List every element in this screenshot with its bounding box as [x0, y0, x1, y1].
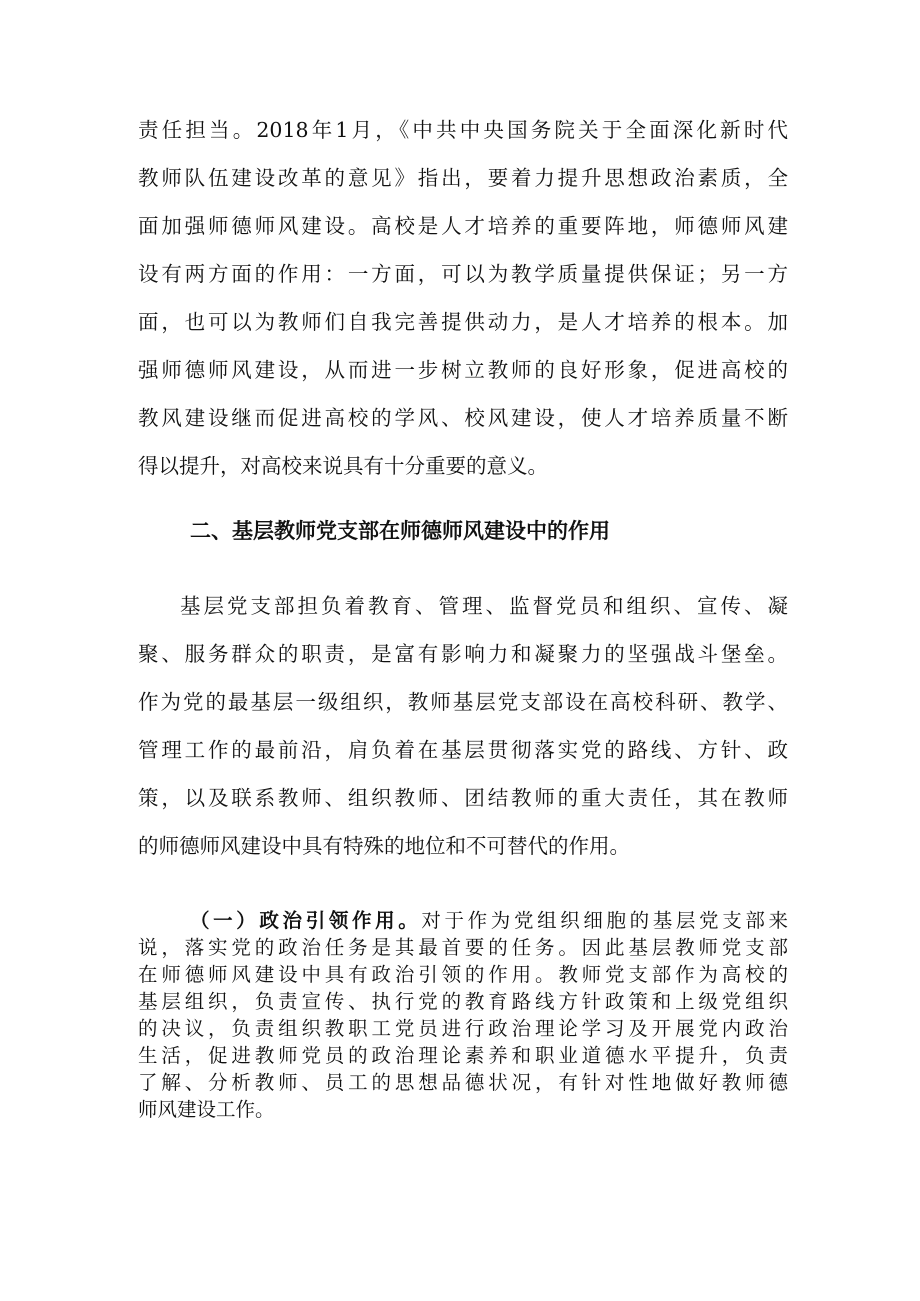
paragraph-line: 在师德师风建设中具有政治引领的作用。教师党支部作为高校的 [138, 963, 788, 986]
paragraph-line: 聚、服务群众的职责，是富有影响力和凝聚力的坚强战斗堡垒。 [138, 642, 788, 666]
paragraph-line: 得以提升，对高校来说具有十分重要的意义。 [138, 454, 548, 478]
paragraph-line: 的师德师风建设中具有特殊的地位和不可替代的作用。 [138, 834, 630, 858]
paragraph-line: 面加强师德师风建设。高校是人才培养的重要阵地，师德师风建 [138, 214, 788, 238]
paragraph-line: 说，落实党的政治任务是其最首要的任务。因此基层教师党支部 [138, 936, 788, 959]
paragraph-line: 强师德师风建设，从而进一步树立教师的良好形象，促进高校的 [138, 358, 788, 382]
paragraph-line: 师风建设工作。 [138, 1098, 275, 1121]
paragraph-line: 教风建设继而促进高校的学风、校风建设，使人才培养质量不断 [138, 406, 788, 430]
paragraph-line: 基层党支部担负着教育、管理、监督党员和组织、宣传、凝 [180, 594, 788, 618]
subsection-lead: （一）政治引领作用。 [190, 909, 422, 932]
section-heading: 二、基层教师党支部在师德师风建设中的作用 [190, 519, 610, 543]
paragraph-line: 管理工作的最前沿，肩负着在基层贯彻落实党的路线、方针、政 [138, 738, 788, 762]
paragraph-first-line [190, 910, 788, 932]
paragraph-line: 基层组织，负责宣传、执行党的教育路线方针政策和上级党组织 [138, 990, 788, 1013]
paragraph-line-rest: 对于作为党组织细胞的基层党支部来 [421, 909, 788, 932]
paragraph-line: 策，以及联系教师、组织教师、团结教师的重大责任，其在教师 [138, 786, 788, 810]
paragraph-line: 责任担当。2018年1月，《中共中央国务院关于全面深化新时代 [138, 118, 788, 142]
paragraph-line: 生活，促进教师党员的政治理论素养和职业道德水平提升，负责 [138, 1044, 788, 1067]
paragraph-line: 教师队伍建设改革的意见》指出，要着力提升思想政治素质，全 [138, 166, 788, 190]
paragraph-line: 作为党的最基层一级组织，教师基层党支部设在高校科研、教学、 [138, 690, 788, 714]
paragraph-line: 了解、分析教师、员工的思想品德状况，有针对性地做好教师德 [138, 1071, 788, 1094]
paragraph-line: 设有两方面的作用：一方面，可以为教学质量提供保证；另一方 [138, 262, 788, 286]
paragraph-line: 的决议，负责组织教职工党员进行政治理论学习及开展党内政治 [138, 1017, 788, 1040]
paragraph-line: 面，也可以为教师们自我完善提供动力，是人才培养的根本。加 [138, 310, 788, 334]
